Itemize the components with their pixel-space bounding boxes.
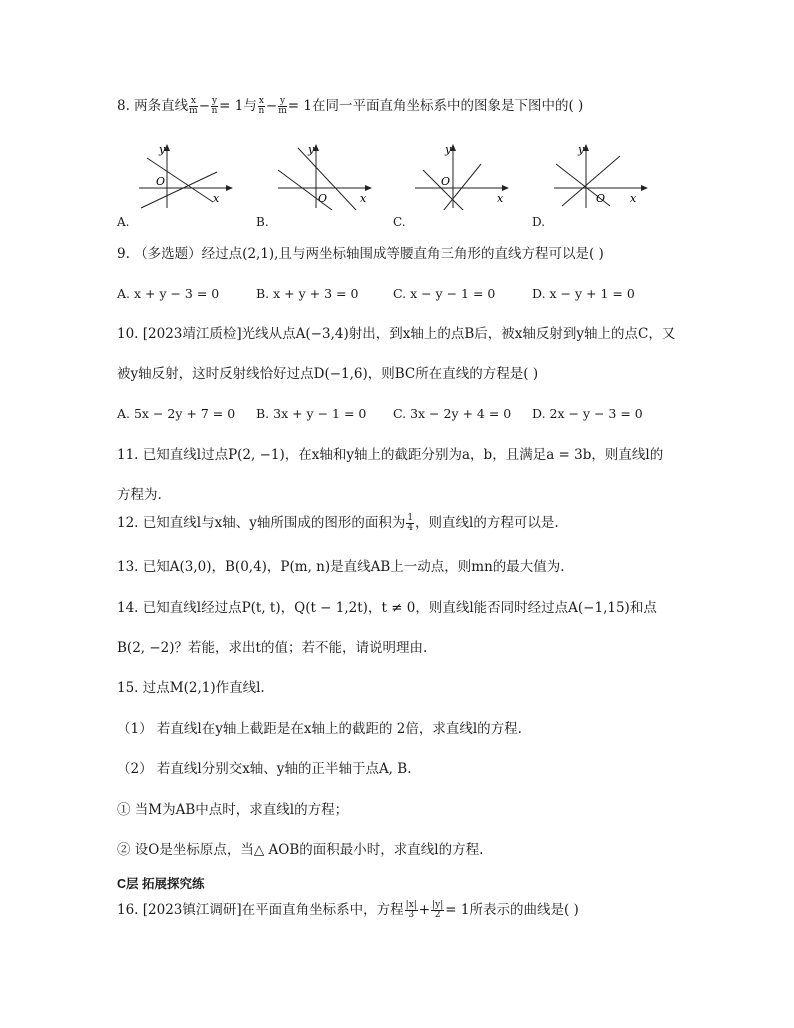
- origin-label: O: [318, 192, 328, 205]
- line-2: [562, 156, 620, 206]
- q10-option-c: C. 3x − 2y + 4 = 0: [393, 406, 512, 421]
- frac-denominator: m: [278, 106, 287, 116]
- section-title: C层 拓展探究练: [117, 877, 205, 891]
- q16-plus: +: [418, 902, 431, 918]
- y-label: y: [308, 143, 315, 156]
- q11-line2: 方程为.: [117, 487, 162, 503]
- frac-numerator: |x|: [405, 900, 417, 910]
- q9-option-d: D. x − y + 1 = 0: [532, 286, 635, 301]
- q15-part2: （2） 若直线l分别交x轴、y轴的正半轴于点A, B.: [117, 761, 412, 777]
- q16-frac-2: [431, 901, 444, 920]
- x-axis-arrow-icon: [226, 185, 233, 191]
- q11-line1: 11. 已知直线l过点P(2, −1)，在x轴和y轴上的截距分别为a，b，且满足a = 3b，则直线l的: [117, 447, 664, 463]
- q8-frac-4: [278, 97, 287, 116]
- x-axis-arrow-icon: [365, 185, 372, 191]
- q16-suffix: = 1所表示的曲线是( ): [445, 902, 579, 918]
- q8-eq1: = 1与: [219, 98, 257, 114]
- x-label: x: [630, 192, 637, 205]
- frac-denominator: 3: [408, 910, 415, 920]
- q16-stem: [117, 900, 579, 920]
- q8-graph-c: [413, 140, 513, 210]
- q8-minus: −: [265, 98, 278, 114]
- q10-option-b: B. 3x + y − 1 = 0: [256, 406, 367, 421]
- q8-prefix: 8. 两条直线: [117, 98, 189, 114]
- frac-numerator: |y|: [432, 900, 444, 910]
- y-label: y: [159, 143, 166, 156]
- q9-option-c: C. x − y − 1 = 0: [393, 286, 496, 301]
- x-label: x: [360, 192, 367, 205]
- q8-option-a: A.: [117, 215, 130, 229]
- q8-minus: −: [198, 98, 211, 114]
- origin-label: O: [441, 175, 451, 188]
- q10-option-d: D. 2x − y − 3 = 0: [532, 406, 643, 421]
- q10-line2: 被y轴反射，这时反射线恰好过点D(−1,6)，则BC所在直线的方程是( ): [117, 366, 539, 382]
- q14-line1: 14. 已知直线l经过点P(t, t)，Q(t − 1,2t)，t ≠ 0，则直线l能否同时经过点A(−1,15)和点: [117, 600, 657, 616]
- origin-label: O: [156, 175, 166, 188]
- x-axis-arrow-icon: [502, 185, 509, 191]
- q12-stem: [117, 513, 559, 533]
- line-2: [141, 172, 217, 208]
- q8-eq2: = 1在同一平面直角坐标系中的图象是下图中的( ): [287, 98, 584, 114]
- origin-label: O: [596, 192, 606, 205]
- x-label: x: [213, 192, 220, 205]
- q8-frac-1: [189, 97, 198, 116]
- q8-frac-3: [258, 97, 265, 116]
- q8-option-b: B.: [256, 215, 269, 229]
- frac-numerator: x: [258, 96, 264, 106]
- y-label: y: [578, 143, 585, 156]
- q15-sub2: ② 设O是坐标原点，当△ AOB的面积最小时，求直线l的方程.: [117, 842, 484, 858]
- q8-graph-a: [137, 140, 237, 210]
- frac-numerator: x: [190, 96, 196, 106]
- q9-option-b: B. x + y + 3 = 0: [256, 286, 359, 301]
- frac-denominator: n: [258, 106, 265, 116]
- q8-stem: [117, 96, 583, 116]
- y-label: y: [445, 143, 452, 156]
- q16-frac-1: [405, 901, 418, 920]
- q10-option-a: A. 5x − 2y + 7 = 0: [117, 406, 236, 421]
- q15-line1: 15. 过点M(2,1)作直线l.: [117, 680, 265, 696]
- frac-numerator: y: [212, 96, 218, 106]
- frac-numerator: 1: [407, 513, 414, 523]
- q12-suffix: ，则直线l的方程可以是.: [415, 515, 559, 531]
- q9-option-a: A. x + y − 3 = 0: [117, 286, 220, 301]
- q10-line1: 10. [2023靖江质检]光线从点A(−3,4)射出，到x轴上的点B后，被x轴反射到y轴上的点C，又: [117, 326, 676, 342]
- frac-denominator: m: [189, 106, 198, 116]
- frac-numerator: y: [279, 96, 286, 106]
- q16-prefix: 16. [2023镇江调研]在平面直角坐标系中，方程: [117, 902, 404, 918]
- q8-option-c: C.: [393, 215, 406, 229]
- frac-denominator: 2: [434, 910, 441, 920]
- q13-stem: 13. 已知A(3,0)，B(0,4)，P(m, n)是直线AB上一动点，则mn的最大值为.: [117, 559, 565, 575]
- frac-denominator: 4: [407, 523, 414, 533]
- q12-frac: [406, 514, 414, 533]
- q15-sub1: ① 当M为AB中点时，求直线l的方程；: [117, 802, 349, 818]
- q8-graph-b: [276, 140, 376, 210]
- q8-frac-2: [211, 97, 218, 116]
- frac-denominator: n: [211, 106, 218, 116]
- x-label: x: [497, 192, 504, 205]
- q9-stem: 9. （多选题）经过点(2,1),且与两坐标轴围成等腰直角三角形的直线方程可以是( ): [117, 246, 604, 262]
- q12-prefix: 12. 已知直线l与x轴、y轴所围成的图形的面积为: [117, 515, 406, 531]
- q14-line2: B(2, −2)？若能，求出t的值；若不能，请说明理由.: [117, 640, 428, 656]
- q8-graph-d: [552, 140, 652, 210]
- q8-option-d: D.: [532, 215, 546, 229]
- x-axis-arrow-icon: [641, 185, 648, 191]
- q15-part1: （1） 若直线l在y轴上截距是在x轴上的截距的 2倍，求直线l的方程.: [117, 721, 522, 737]
